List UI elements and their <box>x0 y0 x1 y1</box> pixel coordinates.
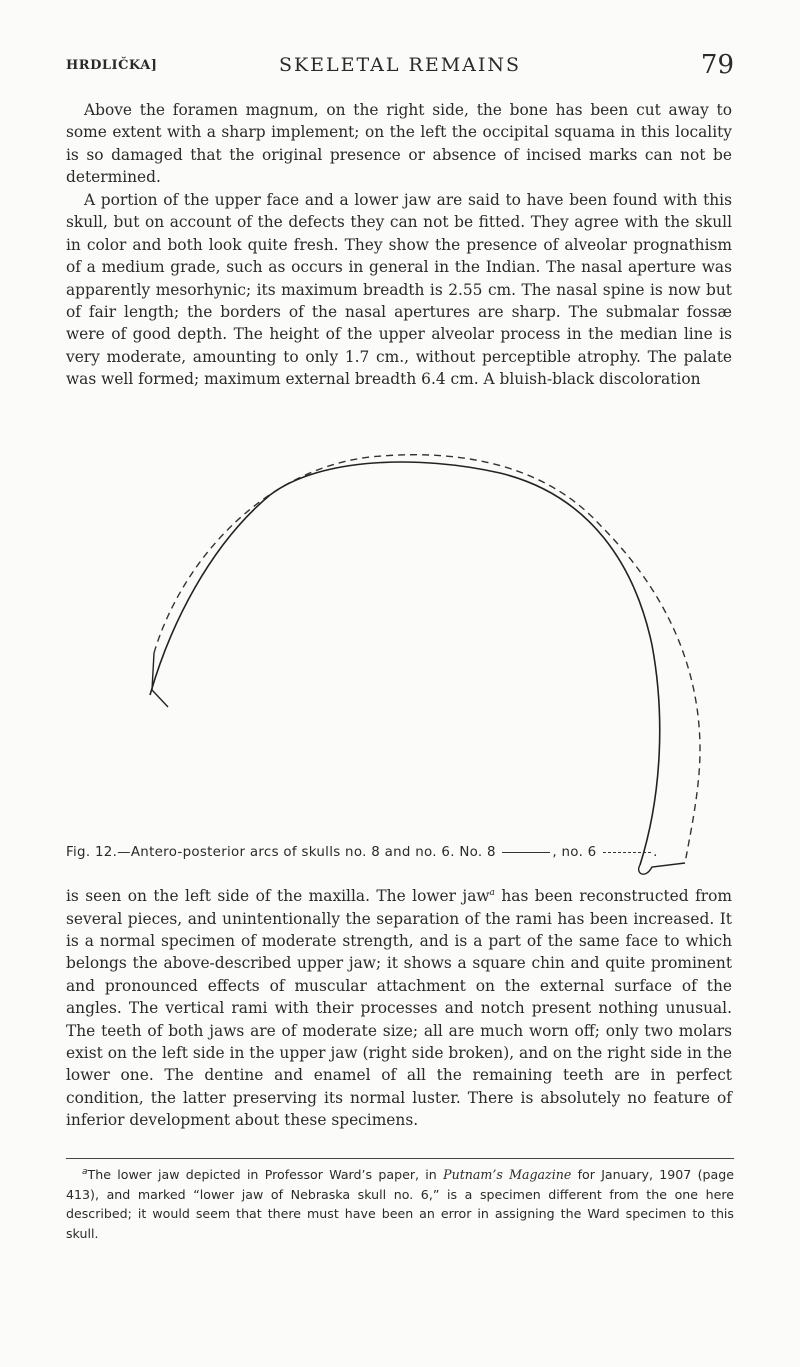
legend-dashed-line <box>603 852 651 853</box>
p3-text-before: is seen on the left side of the maxilla. The lower jaw <box>66 887 490 906</box>
caption-end: . <box>653 845 658 860</box>
arc-skull-8 <box>150 462 660 865</box>
caption-lead: Fig. 12.—Antero-posterior arcs of skulls no. 8 and no. 6. No. 8 <box>66 845 496 860</box>
arc-skull-6-end <box>639 863 685 874</box>
running-header <box>66 50 734 90</box>
footnote <box>66 1163 734 1244</box>
footnote-text-after: for January, 1907 (page 413), and marked “lower jaw of Nebraska skull no. 6,” is a specimen different from the one here described; it would seem that there must have been an error in assigning the Ward specimen to this skull. <box>66 1167 734 1241</box>
legend-solid-line <box>502 852 550 853</box>
page-number: 79 <box>700 50 734 80</box>
footnote-text-before: The lower jaw depicted in Professor Ward’s paper, in <box>87 1167 444 1183</box>
paragraph-upper-face: A portion of the upper face and a lower jaw are said to have been found with this skull, but on account of the defects they can not be fitted. They agree with the skull in color and both look quite fresh. They show the presence of alveolar prognathism of a medium grade, such as occurs in general in the Indian. The nasal aperture was apparently mesorhynic; its maximum breadth is 2.55 cm. The nasal spine is now but of fair length; the borders of the nasal apertures are sharp. The submalar fossæ were of good depth. The height of the upper alveolar process in the median line is very moderate, amounting to only 1.7 cm., without perceptible atrophy. The palate was well formed; maximum external breadth 6.4 cm. A bluish-black discoloration <box>66 191 732 389</box>
arc-skull-6 <box>154 455 700 863</box>
skull-arcs-drawing <box>140 395 740 880</box>
header-title: SKELETAL REMAINS <box>278 54 522 76</box>
header-author: HRDLIČKA] <box>66 58 158 73</box>
p3-text-after: has been reconstructed from several pieces, and unintentionally the separation of the rami has been increased. It is a normal specimen of moderate strength, and is a part of the same face to which belongs the above-described upper jaw; it shows a square chin and quite prominent and pronounced effects of muscular attachment on the external surface of the angles. The vertical rami with their processes and notch present nothing unusual. The teeth of both jaws are of moderate size; all are much worn off; only two molars exist on the left side in the upper jaw (right side broken), and on the right side in the lower one. The dentine and enamel of all the remaining teeth are in perfect condition, the latter preserving its normal luster. There is absolutely no feature of inferior development about these specimens. <box>66 887 732 1130</box>
paragraph-lower-jaw <box>66 882 732 1132</box>
footnote-ref[interactable]: a <box>489 888 495 898</box>
footnote-divider <box>66 1158 734 1159</box>
caption-mid: , no. 6 <box>552 845 597 860</box>
figure-caption <box>66 845 732 860</box>
paragraph-foramen: Above the foramen magnum, on the right side, the bone has been cut away to some extent with a sharp implement; on the left the occipital squama in this locality is so damaged that the original presence or absence of incised marks can not be determined. <box>66 101 732 187</box>
footnote-marker: a <box>82 1167 88 1177</box>
figure-skull-arcs <box>140 395 740 880</box>
footnote-journal: Putnam’s Magazine <box>443 1167 572 1183</box>
